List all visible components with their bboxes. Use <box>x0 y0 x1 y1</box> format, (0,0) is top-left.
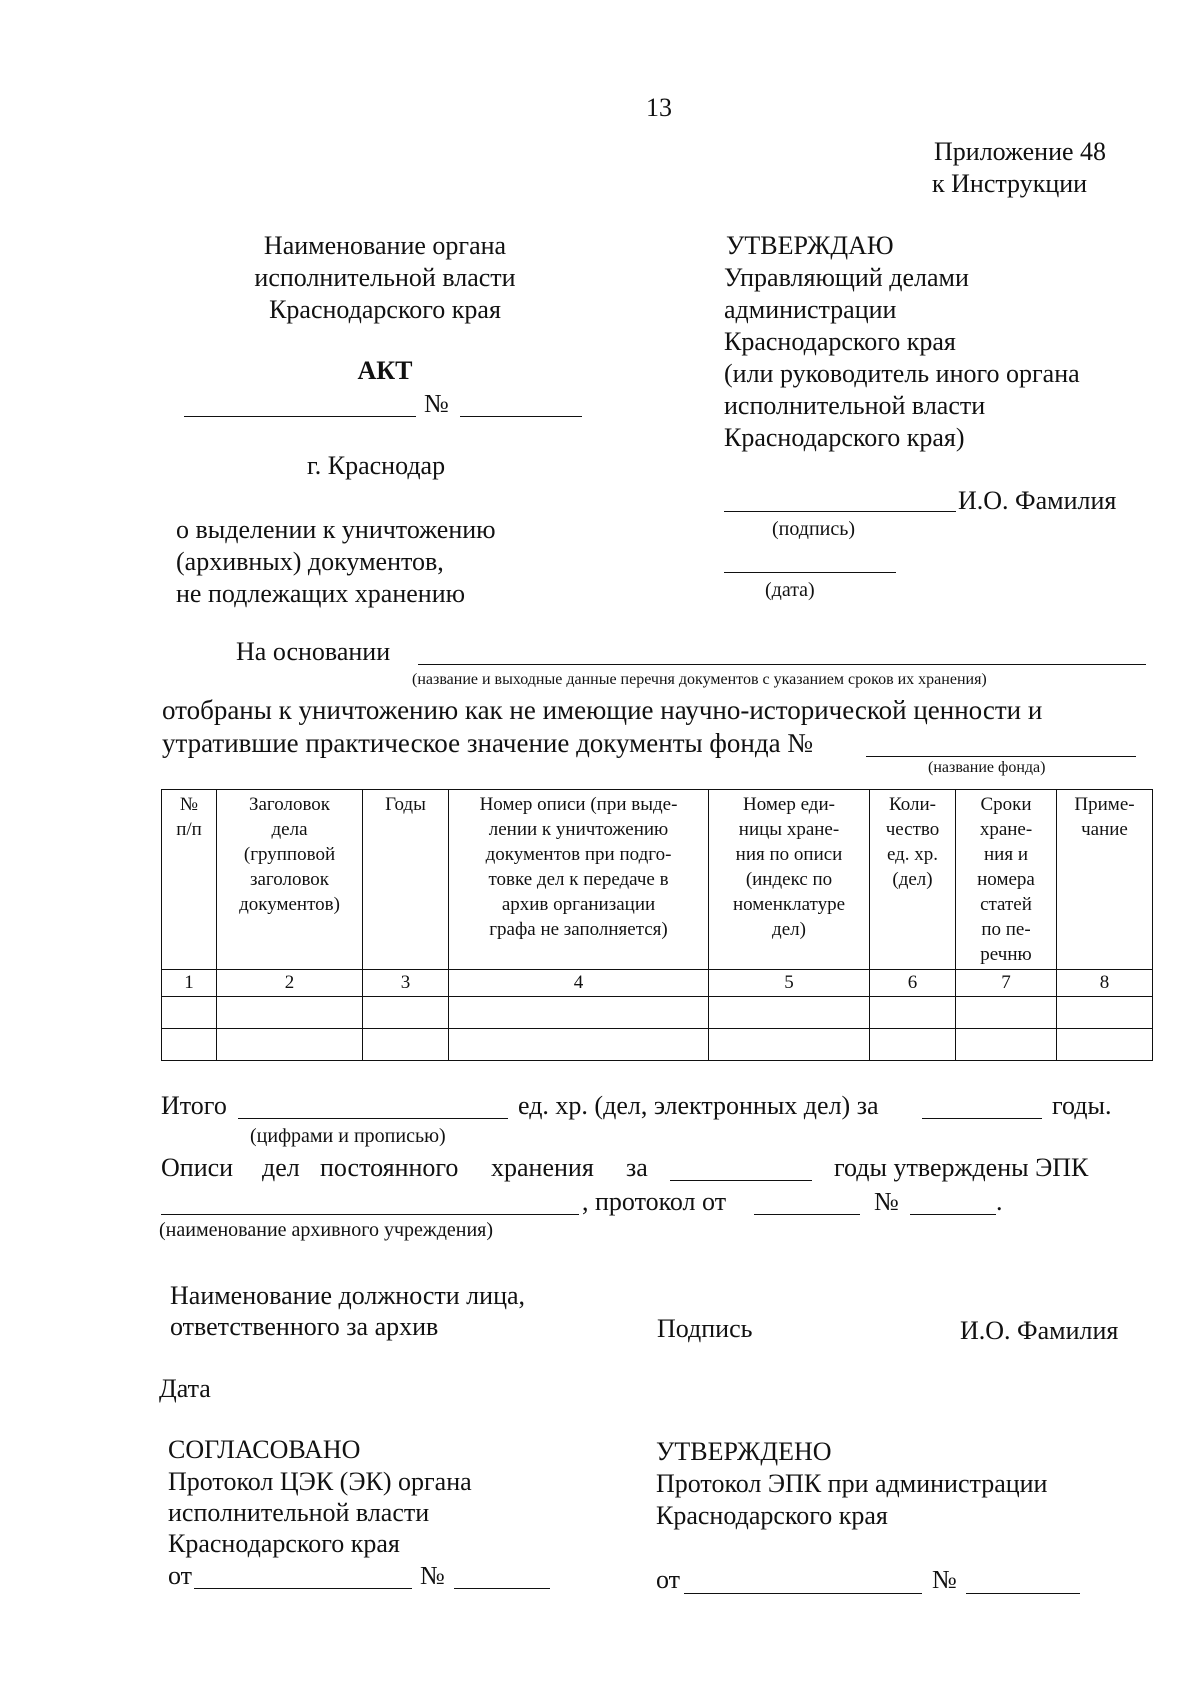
approved-line-2: Краснодарского края <box>656 1501 888 1530</box>
table-row <box>162 997 1153 1029</box>
table-cell <box>217 997 363 1029</box>
col-header-note: Приме- чание <box>1057 790 1153 970</box>
documents-table <box>161 789 1153 1061</box>
act-date-line <box>184 416 416 417</box>
org-name-line-1: Наименование органа <box>263 231 507 260</box>
approved-number-line <box>966 1593 1080 1594</box>
appendix-line-2: к Инструкции <box>932 169 1088 198</box>
approved-heading: УТВЕРЖДЕНО <box>656 1437 832 1466</box>
table-cell <box>162 1029 217 1061</box>
approve-line-2: администрации <box>724 295 897 324</box>
responsible-position-line-1: Наименование должности лица, <box>170 1281 526 1310</box>
act-subject-line-2: (архивных) документов, <box>176 547 444 576</box>
table-cell <box>449 997 709 1029</box>
inventory-approved-text: годы утверждены ЭПК <box>834 1153 1089 1182</box>
table-cell <box>162 997 217 1029</box>
basis-text-line-1: отобраны к уничтожению как не имеющие научно-исторической ценности и <box>162 695 1043 725</box>
approved-date-line <box>684 1593 922 1594</box>
approve-line-1: Управляющий делами <box>724 263 969 292</box>
inventory-word-3: постоянного <box>320 1153 459 1182</box>
agreed-date-line <box>194 1588 412 1589</box>
responsible-name: И.О. Фамилия <box>960 1316 1119 1345</box>
table-cell <box>1057 1029 1153 1061</box>
appendix-line-1: Приложение 48 <box>934 137 1107 166</box>
col-number-8: 8 <box>1057 970 1153 997</box>
inventory-years-line <box>670 1180 812 1181</box>
org-name-line-2: исполнительной власти <box>254 263 516 292</box>
table-cell <box>363 1029 449 1061</box>
archive-name-caption: (наименование архивного учреждения) <box>159 1219 494 1241</box>
agreed-from-label: от <box>168 1561 193 1590</box>
approve-line-6: Краснодарского края) <box>724 423 965 452</box>
page-number: 13 <box>646 93 672 122</box>
approve-signature-line <box>724 511 956 512</box>
archive-name-line <box>161 1214 579 1215</box>
table-cell <box>870 997 956 1029</box>
col-header-file-title: Заголовок дела (групповой заголовок документов) <box>217 790 363 970</box>
org-name-line-3: Краснодарского края <box>269 295 501 324</box>
totals-prefix: Итого <box>161 1091 227 1120</box>
col-header-storage-unit-number: Номер еди- ницы хране- ния по описи (индекс по номенклатуре дел) <box>709 790 870 970</box>
agreed-number-sign: № <box>420 1561 445 1590</box>
col-header-years: Годы <box>363 790 449 970</box>
approved-line-1: Протокол ЭПК при администрации <box>656 1469 1048 1498</box>
inventory-word-2: дел <box>262 1153 300 1182</box>
agreed-line-3: Краснодарского края <box>168 1529 400 1558</box>
act-number-sign: № <box>424 389 449 418</box>
act-number-line <box>460 416 582 417</box>
responsible-position-line-2: ответственного за архив <box>170 1312 439 1341</box>
inventory-word-1: Описи <box>161 1153 234 1182</box>
col-number-6: 6 <box>870 970 956 997</box>
table-cell <box>363 997 449 1029</box>
table-cell <box>709 1029 870 1061</box>
col-number-7: 7 <box>956 970 1057 997</box>
col-number-2: 2 <box>217 970 363 997</box>
col-header-quantity: Коли- чество ед. хр. (дел) <box>870 790 956 970</box>
fund-caption: (название фонда) <box>928 759 1046 776</box>
table-cell <box>217 1029 363 1061</box>
col-number-1: 1 <box>162 970 217 997</box>
protocol-date-line <box>754 1214 860 1215</box>
col-header-retention-periods: Сроки хране- ния и номера статей по пе- речню <box>956 790 1057 970</box>
totals-count-line <box>238 1118 508 1119</box>
table-column-numbers-row <box>162 970 1153 997</box>
table-row <box>162 1029 1153 1061</box>
act-title: АКТ <box>357 356 413 385</box>
inventory-word-5: за <box>626 1153 648 1182</box>
basis-line <box>418 664 1146 665</box>
col-number-3: 3 <box>363 970 449 997</box>
basis-text-line-2: утратившие практическое значение документы фонда № <box>162 728 814 758</box>
agreed-line-2: исполнительной власти <box>168 1498 430 1527</box>
approve-line-5: исполнительной власти <box>724 391 986 420</box>
table-cell <box>709 997 870 1029</box>
totals-middle-text: ед. хр. (дел, электронных дел) за <box>518 1091 879 1120</box>
date-caption: (дата) <box>765 579 815 601</box>
responsible-signature-label: Подпись <box>657 1314 753 1343</box>
signature-caption: (подпись) <box>772 518 856 540</box>
inventory-word-4: хранения <box>491 1153 594 1182</box>
approve-date-line <box>724 572 896 573</box>
act-city: г. Краснодар <box>307 451 446 480</box>
totals-caption: (цифрами и прописью) <box>250 1125 446 1147</box>
table-cell <box>449 1029 709 1061</box>
table-cell <box>956 997 1057 1029</box>
protocol-number-line <box>910 1214 996 1215</box>
col-number-4: 4 <box>449 970 709 997</box>
approve-signer-name: И.О. Фамилия <box>958 486 1117 515</box>
act-subject-line-1: о выделении к уничтожению <box>176 515 496 544</box>
col-header-number: № п/п <box>162 790 217 970</box>
protocol-number-sign: № <box>874 1187 899 1216</box>
agreed-number-line <box>454 1588 550 1589</box>
table-header-row <box>162 790 1153 970</box>
basis-prefix: На основании <box>236 637 391 666</box>
col-number-5: 5 <box>709 970 870 997</box>
approve-line-4: (или руководитель иного органа <box>724 359 1080 388</box>
agreed-heading: СОГЛАСОВАНО <box>168 1435 361 1464</box>
col-header-inventory-number: Номер описи (при выде- лении к уничтожению документов при подго- товке дел к передаче в архив организации графа не заполняется) <box>449 790 709 970</box>
totals-years-line <box>922 1118 1042 1119</box>
protocol-from-text: , протокол от <box>582 1187 727 1216</box>
totals-suffix: годы. <box>1052 1091 1112 1120</box>
act-subject-line-3: не подлежащих хранению <box>176 579 466 608</box>
approve-heading: УТВЕРЖДАЮ <box>726 231 894 260</box>
approve-line-3: Краснодарского края <box>724 327 956 356</box>
approved-from-label: от <box>656 1565 681 1594</box>
table-cell <box>1057 997 1153 1029</box>
approved-number-sign: № <box>932 1565 957 1594</box>
table-cell <box>870 1029 956 1061</box>
table-cell <box>956 1029 1057 1061</box>
fund-line <box>866 756 1136 757</box>
agreed-line-1: Протокол ЦЭК (ЭК) органа <box>168 1467 472 1496</box>
protocol-period: . <box>996 1187 1003 1216</box>
date-label: Дата <box>159 1374 211 1403</box>
basis-caption: (название и выходные данные перечня документов с указанием сроков их хранения) <box>412 671 987 688</box>
